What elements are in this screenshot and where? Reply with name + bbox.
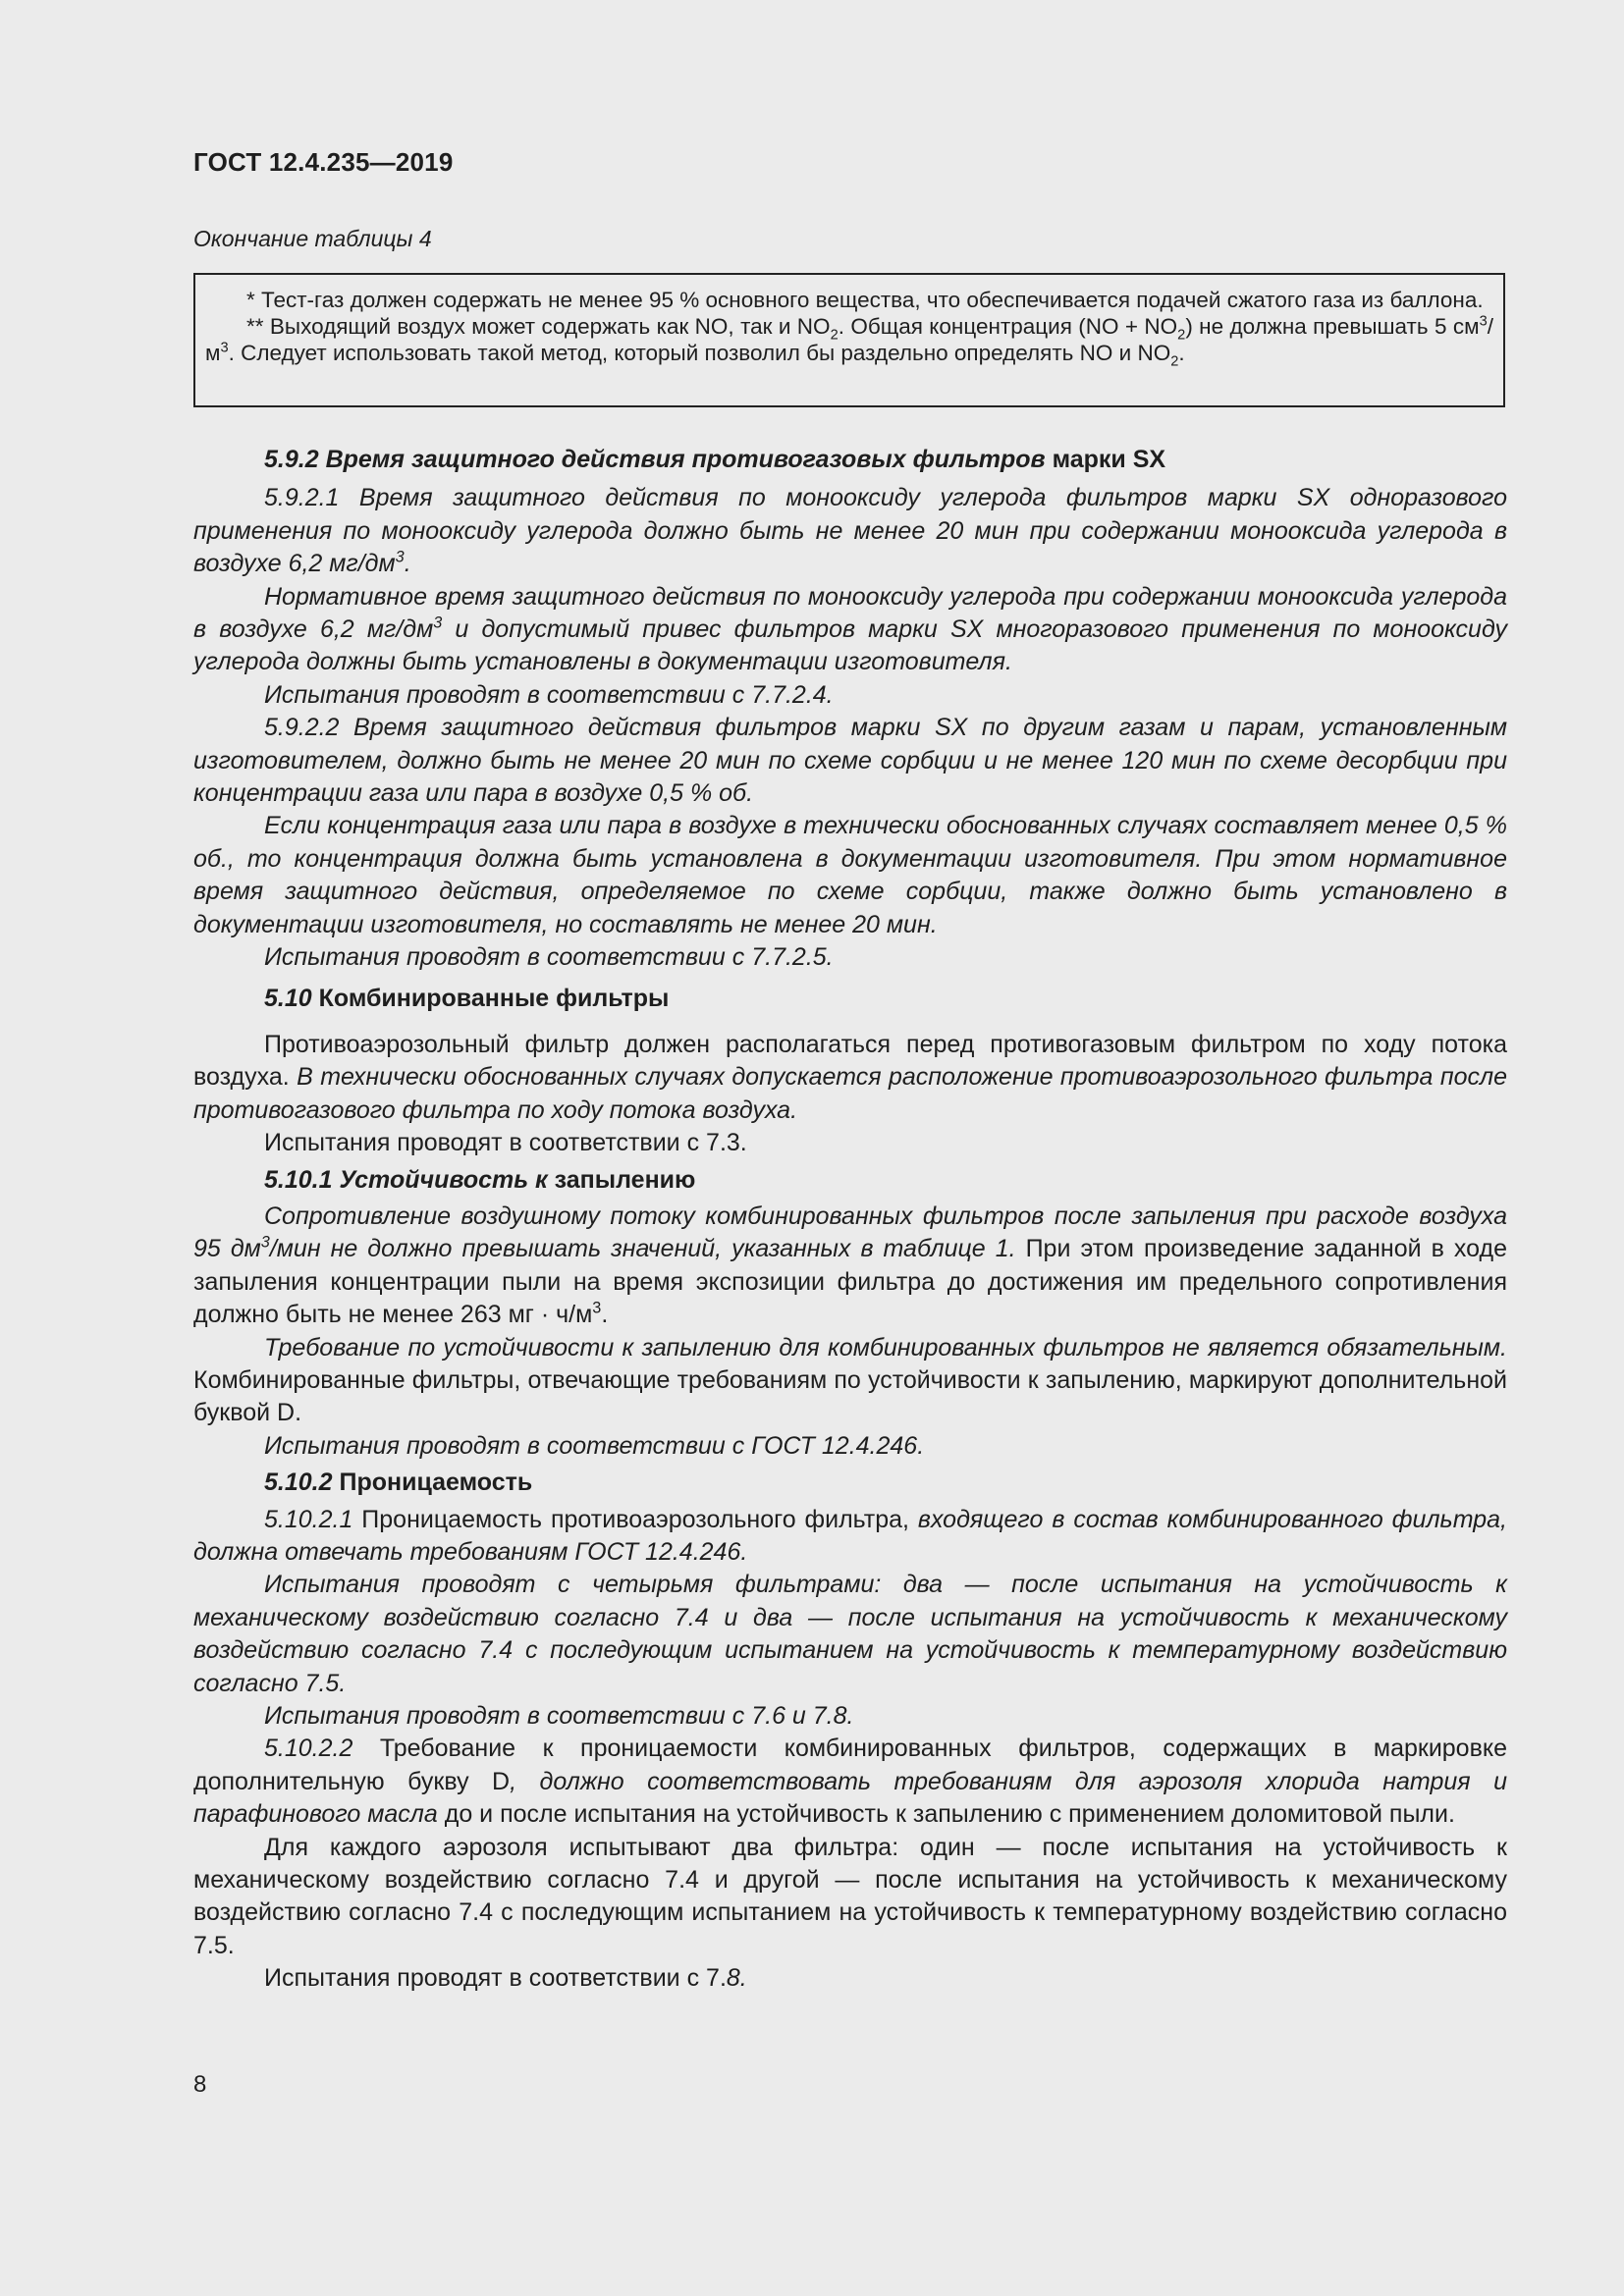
note-2: ** Выходящий воздух может содержать как NO, так и $NO_2$. Общая концентрация $(NO + NO_2)$ не должна превышать 5 $см^3/м^3$. Следует использовать такой метод, который позволил бы раздельно определять NO и $NO_2$. [205, 313, 1493, 370]
paragraph: Если концентрация газа или пара в воздухе в технически обоснованных случаях составляет менее 0,5 % об., то концентрация должна быть установлена в документации изготовителя. При этом нормативное время защитного действия, определяемое по схеме сорбции, также должно быть установлено в документации изготовителя, но составлять не менее 20 мин. [193, 812, 1507, 938]
paragraph: Испытания проводят в соответствии с 7.6 и 7.8. [264, 1702, 854, 1731]
table-continuation-caption: Окончание таблицы 4 [193, 226, 432, 251]
paragraph: Для каждого аэрозоля испытывают два фильтра: один — после испытания на устойчивость к механическому воздействию согласно 7.4 и другой — после испытания на устойчивость к механическому воздействию согласно 7.4 с последующим испытанием на устойчивость к температурному воздействию согласно 7.5. [193, 1833, 1507, 1959]
paragraph: Испытания проводят в соответствии с ГОСТ 12.4.246. [264, 1431, 925, 1460]
paragraph: Испытания проводят в соответствии с 7.7.2.4. [264, 680, 834, 709]
paragraph: Испытания проводят в соответствии с 7.3. [264, 1129, 747, 1157]
heading-5-10-2: 5.10.2 Проницаемость [264, 1468, 533, 1497]
heading-5-9-2: 5.9.2 Время защитного действия противогазовых фильтров марки SX [264, 446, 1166, 473]
paragraph: 5.10.2.2 Требование к проницаемости комбинированных фильтров, содержащих в маркировке дополнительную букву D, должно соответствовать требованиям для аэрозоля хлорида натрия и парафинового масла до и после испытания на устойчивость к запылению с применением доломитовой пыли. [193, 1735, 1508, 1829]
paragraph: Испытания проводят в соответствии с 7.8. [264, 1964, 747, 1993]
paragraph: Испытания проводят с четырьмя фильтрами: два — после испытания на устойчивость к механическому воздействию согласно 7.4 и два — после испытания на устойчивость к механическому воздействию согласно 7.4 с последующим испытанием на устойчивость к температурному воздействию согласно 7.5. [193, 1571, 1507, 1697]
paragraph: 5.9.2.1 Время защитного действия по монооксиду углерода фильтров марки SX одноразового применения по монооксиду углерода должно быть не менее 20 мин при содержании монооксида углерода в воздухе 6,2 $мг/дм^3$. [193, 484, 1507, 578]
page-number: 8 [193, 2071, 207, 2098]
document-header: ГОСТ 12.4.235—2019 [193, 147, 454, 177]
table-notes-box [193, 273, 1505, 407]
paragraph: 5.9.2.2 Время защитного действия фильтров марки SX по другим газам и парам, установленным изготовителем, должно быть не менее 20 мин по схеме сорбции и не менее 120 мин по схеме десорбции при концентрации газа или пара в воздухе 0,5 % об. [193, 714, 1507, 808]
main-text [193, 444, 1507, 1996]
paragraph: Испытания проводят в соответствии с 7.7.2.5. [264, 943, 834, 972]
paragraph: Противоаэрозольный фильтр должен располагаться перед противогазовым фильтром по ходу потока воздуха. В технически обоснованных случаях допускается расположение противоаэрозольного фильтра после противогазового фильтра по ходу потока воздуха. [193, 1030, 1507, 1124]
paragraph: Сопротивление воздушному потоку комбинированных фильтров после запыления при расходе воздуха 95 $дм^3$/мин не должно превышать значений, указанных в таблице 1. При этом произведение заданной в ходе запыления концентрации пыли на время экспозиции фильтра до достижения им предельного сопротивления должно быть не менее 263 мг · $ч/м^3$. [193, 1201, 1507, 1329]
paragraph: Нормативное время защитного действия по монооксиду углерода при содержании монооксида углерода в воздухе 6,2 $мг/дм^3$ и допустимый привес фильтров марки SX многоразового применения по монооксиду углерода должны быть установлены в документации изготовителя. [193, 582, 1507, 676]
note-1: * Тест-газ должен содержать не менее 95 % основного вещества, что обеспечивается подачей сжатого газа из баллона. [246, 288, 1484, 312]
paragraph: 5.10.2.1 Проницаемость противоаэрозольного фильтра, входящего в состав комбинированного фильтра, должна отвечать требованиям ГОСТ 12.4.246. [193, 1505, 1507, 1566]
heading-5-10-1: 5.10.1 Устойчивость к запылению [264, 1165, 696, 1194]
paragraph: Требование по устойчивости к запылению для комбинированных фильтров не является обязательным. Комбинированные фильтры, отвечающие требованиям по устойчивости к запылению, маркируют дополнительной буквой D. [193, 1333, 1507, 1427]
heading-5-10: 5.10 Комбинированные фильтры [264, 984, 670, 1012]
